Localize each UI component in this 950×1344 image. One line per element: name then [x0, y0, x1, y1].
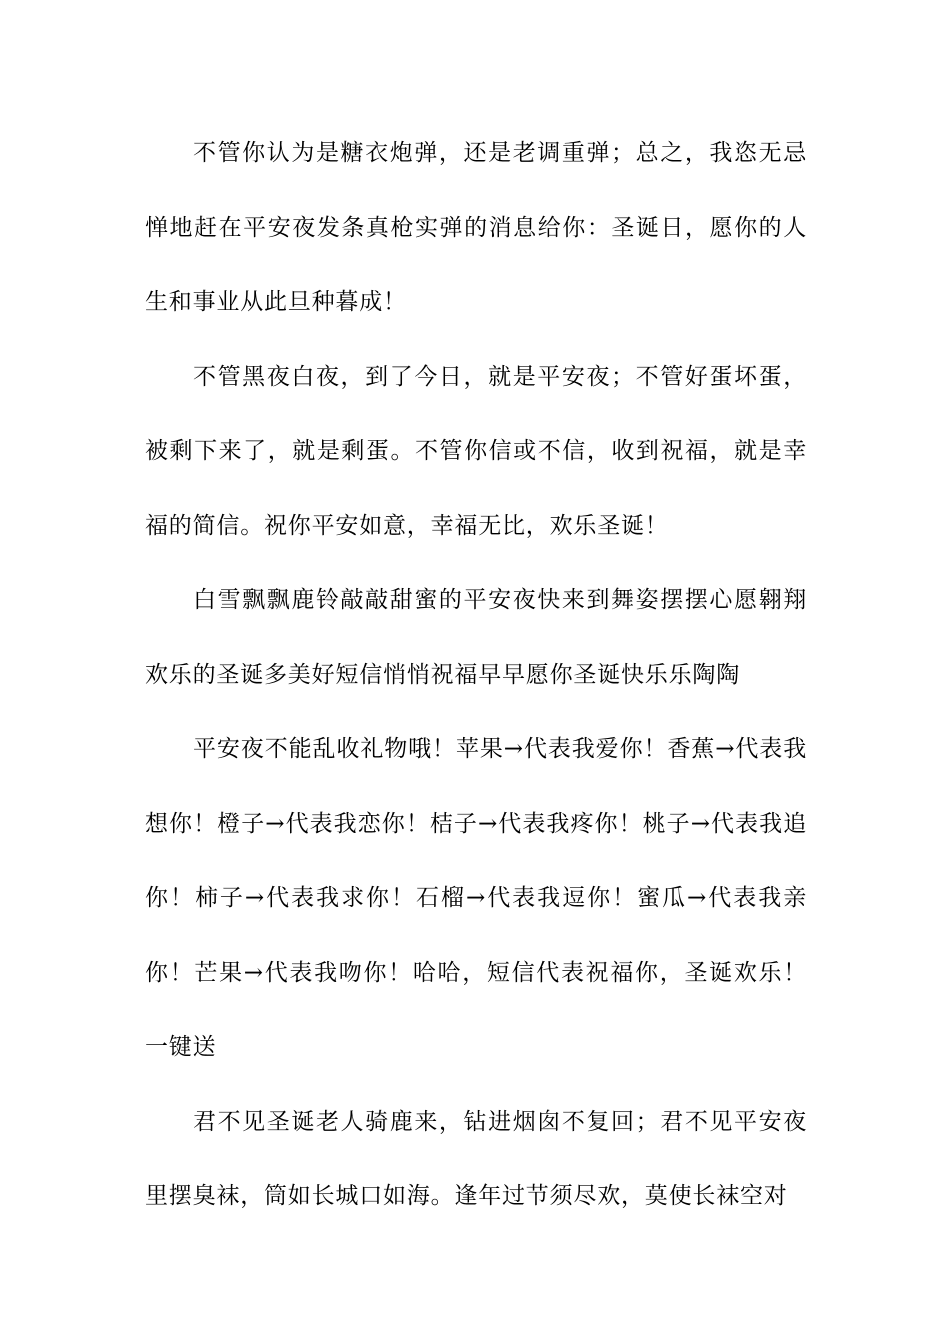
document-body [145, 116, 807, 1234]
paragraph-5: 君不见圣诞老人骑鹿来，钻进烟囱不复回；君不见平安夜里摆臭袜，筒如长城口如海。逢年过节须尽欢，莫使长袜空对 [145, 1108, 807, 1209]
paragraph-3: 白雪飘飘鹿铃敲敲甜蜜的平安夜快来到舞姿摆摆心愿翱翔欢乐的圣诞多美好短信悄悄祝福早早愿你圣诞快乐乐陶陶 [145, 587, 807, 688]
paragraph-1: 不管你认为是糖衣炮弹，还是老调重弹；总之，我恣无忌惮地赶在平安夜发条真枪实弹的消息给你：圣诞日，愿你的人生和事业从此旦种暮成！ [145, 140, 807, 315]
paragraph-4: 平安夜不能乱收礼物哦！苹果→代表我爱你！香蕉→代表我想你！橙子→代表我恋你！桔子→代表我疼你！桃子→代表我追你！柿子→代表我求你！石榴→代表我逗你！蜜瓜→代表我亲你！芒果→代表我吻你！哈哈，短信代表祝福你，圣诞欢乐！一键送 [145, 736, 807, 1060]
paragraph-2: 不管黑夜白夜，到了今日，就是平安夜；不管好蛋坏蛋，被剩下来了，就是剩蛋。不管你信或不信，收到祝福，就是幸福的简信。祝你平安如意，幸福无比，欢乐圣诞！ [145, 363, 807, 539]
